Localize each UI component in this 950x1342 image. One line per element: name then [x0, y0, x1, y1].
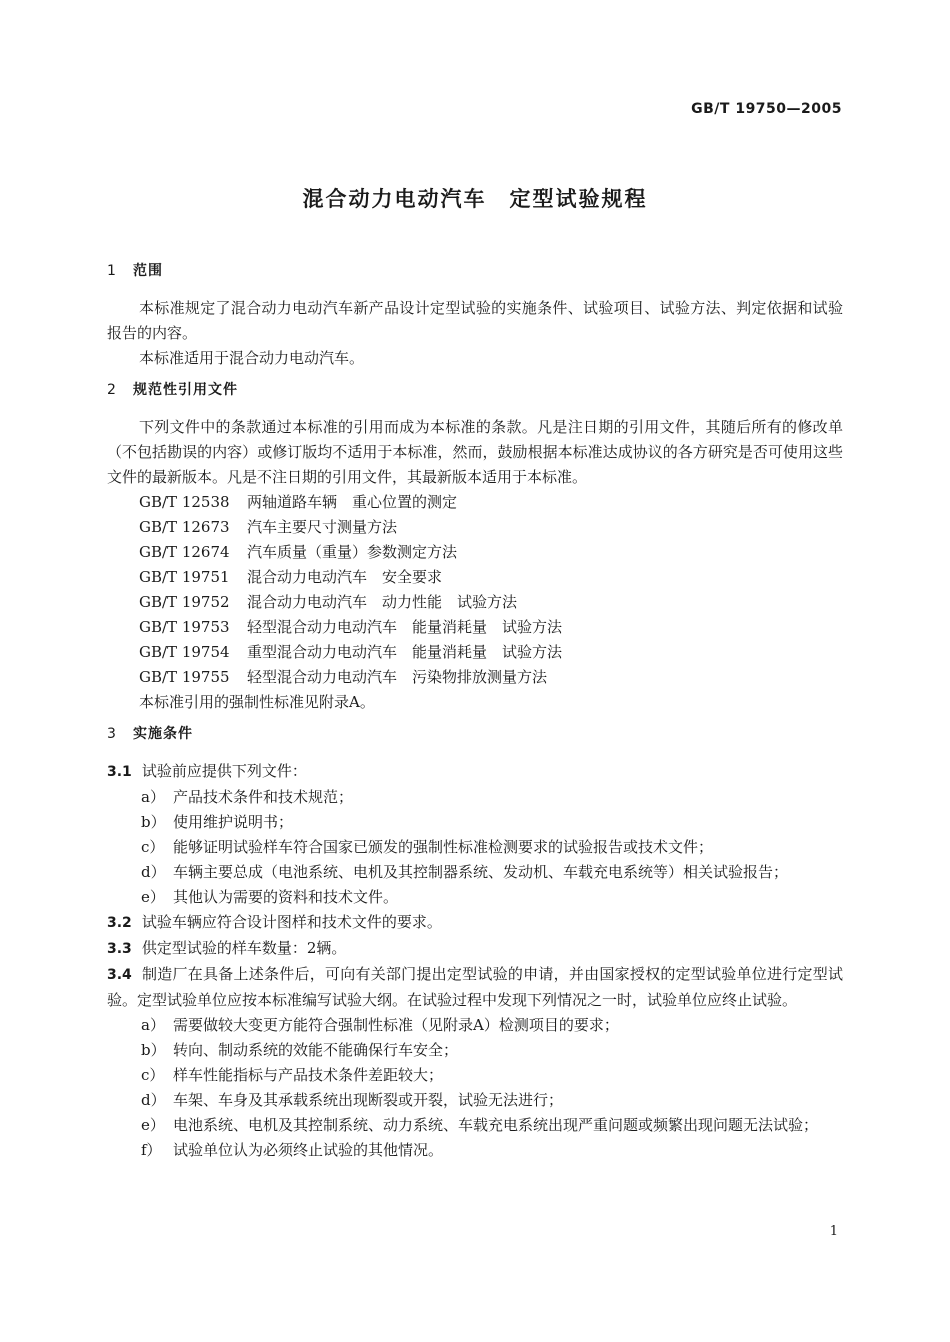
list-item: [107, 885, 843, 910]
list-item: [107, 785, 843, 810]
list-item: [107, 860, 843, 885]
page-number: 1: [829, 1224, 838, 1239]
item-label: e）: [141, 888, 165, 906]
item-text: 需要做较大变更方能符合强制性标准（见附录A）检测项目的要求；: [173, 1016, 619, 1034]
clause-number: 3.3: [107, 941, 132, 957]
reference-code: GB/T 12673: [139, 518, 230, 536]
reference-item: [107, 640, 843, 665]
item-label: b）: [141, 813, 166, 831]
section-number: 3: [107, 726, 117, 742]
item-text: 样车性能指标与产品技术条件差距较大；: [173, 1066, 444, 1084]
section-title: 实施条件: [133, 726, 193, 742]
item-label: c）: [141, 838, 165, 856]
item-text: 车架、车身及其承载系统出现断裂或开裂，试验无法进行；: [173, 1091, 564, 1109]
item-text: 试验单位认为必须终止试验的其他情况。: [173, 1141, 444, 1159]
clause-text: 试验前应提供下列文件：: [141, 762, 307, 780]
paragraph: 本标准规定了混合动力电动汽车新产品设计定型试验的实施条件、试验项目、试验方法、判定依据和试验报告的内容。: [107, 299, 843, 342]
section-title: 规范性引用文件: [133, 382, 238, 398]
clause-number: 3.1: [107, 764, 132, 780]
list-item: [107, 1013, 843, 1038]
reference-item: [107, 665, 843, 690]
reference-title: 重型混合动力电动汽车 能量消耗量 试验方法: [247, 643, 563, 661]
clause-text: 试验车辆应符合设计图样和技术文件的要求。: [141, 913, 442, 931]
reference-item: [107, 565, 843, 590]
reference-item: [107, 515, 843, 540]
section-heading-scope: [107, 258, 843, 284]
reference-title: 汽车主要尺寸测量方法: [247, 518, 398, 536]
reference-code: GB/T 19755: [139, 668, 230, 686]
reference-title: 混合动力电动汽车 安全要求: [247, 568, 443, 586]
document-title: 混合动力电动汽车 定型试验规程: [302, 187, 648, 211]
clause-3-2: [107, 910, 843, 936]
reference-item: [107, 490, 843, 515]
list-item: [107, 1063, 843, 1088]
reference-code: GB/T 19752: [139, 593, 230, 611]
item-text: 电池系统、电机及其控制系统、动力系统、车载充电系统出现严重问题或频繁出现问题无法试验；: [173, 1116, 819, 1134]
item-text: 产品技术条件和技术规范；: [173, 788, 354, 806]
paragraph: 本标准引用的强制性标准见附录A。: [139, 693, 375, 711]
section-heading-normative-references: [107, 377, 843, 403]
list-item: [107, 810, 843, 835]
item-label: b）: [141, 1041, 166, 1059]
item-label: e）: [141, 1116, 165, 1134]
section-number: 1: [107, 263, 117, 279]
reference-code: GB/T 19753: [139, 618, 230, 636]
item-label: a）: [141, 788, 165, 806]
reference-item: [107, 590, 843, 615]
item-label: d）: [141, 863, 166, 881]
clause-3-1: [107, 759, 843, 785]
clause-text: 供定型试验的样车数量：2辆。: [141, 939, 347, 957]
item-text: 转向、制动系统的效能不能确保行车安全；: [173, 1041, 459, 1059]
item-label: f）: [141, 1141, 162, 1159]
reference-title: 轻型混合动力电动汽车 能量消耗量 试验方法: [247, 618, 563, 636]
reference-item: [107, 615, 843, 640]
section-heading-conditions: [107, 721, 843, 747]
reference-title: 混合动力电动汽车 动力性能 试验方法: [247, 593, 518, 611]
item-label: d）: [141, 1091, 166, 1109]
list-item: [107, 1038, 843, 1063]
list-item: [107, 1113, 843, 1138]
section-title: 范围: [133, 263, 163, 279]
clause-3-4: [107, 962, 843, 1013]
item-text: 其他认为需要的资料和技术文件。: [173, 888, 399, 906]
paragraph: 下列文件中的条款通过本标准的引用而成为本标准的条款。凡是注日期的引用文件，其随后所有的修改单（不包括勘误的内容）或修订版均不适用于本标准，然而，鼓励根据本标准达成协议的各方研究是否可使用这些文件的最新版本。凡是不注日期的引用文件，其最新版本适用于本标准。: [107, 418, 843, 486]
item-text: 能够证明试验样车符合国家已颁发的强制性标准检测要求的试验报告或技术文件；: [173, 838, 714, 856]
reference-title: 汽车质量（重量）参数测定方法: [247, 543, 458, 561]
reference-code: GB/T 12674: [139, 543, 230, 561]
standard-number: GB/T 19750—2005: [691, 101, 842, 117]
item-label: c）: [141, 1066, 165, 1084]
item-text: 使用维护说明书；: [173, 813, 294, 831]
reference-title: 轻型混合动力电动汽车 污染物排放测量方法: [247, 668, 548, 686]
item-label: a）: [141, 1016, 165, 1034]
clause-number: 3.4: [107, 967, 132, 983]
section-number: 2: [107, 382, 117, 398]
clause-text: 制造厂在具备上述条件后，可向有关部门提出定型试验的申请，并由国家授权的定型试验单位进行定型试验。定型试验单位应按本标准编写试验大纲。在试验过程中发现下列情况之一时，试验单位应终止试验。: [107, 965, 843, 1009]
document-body: [107, 258, 843, 1163]
reference-list: [107, 490, 843, 690]
reference-code: GB/T 12538: [139, 493, 230, 511]
reference-title: 两轴道路车辆 重心位置的测定: [247, 493, 458, 511]
reference-code: GB/T 19754: [139, 643, 230, 661]
paragraph: 本标准适用于混合动力电动汽车。: [139, 349, 365, 367]
reference-item: [107, 540, 843, 565]
list-item: [107, 835, 843, 860]
clause-number: 3.2: [107, 915, 132, 931]
clause-3-3: [107, 936, 843, 962]
reference-code: GB/T 19751: [139, 568, 230, 586]
list-item: [107, 1088, 843, 1113]
item-text: 车辆主要总成（电池系统、电机及其控制器系统、发动机、车载充电系统等）相关试验报告；: [173, 863, 789, 881]
list-item: [107, 1138, 843, 1163]
